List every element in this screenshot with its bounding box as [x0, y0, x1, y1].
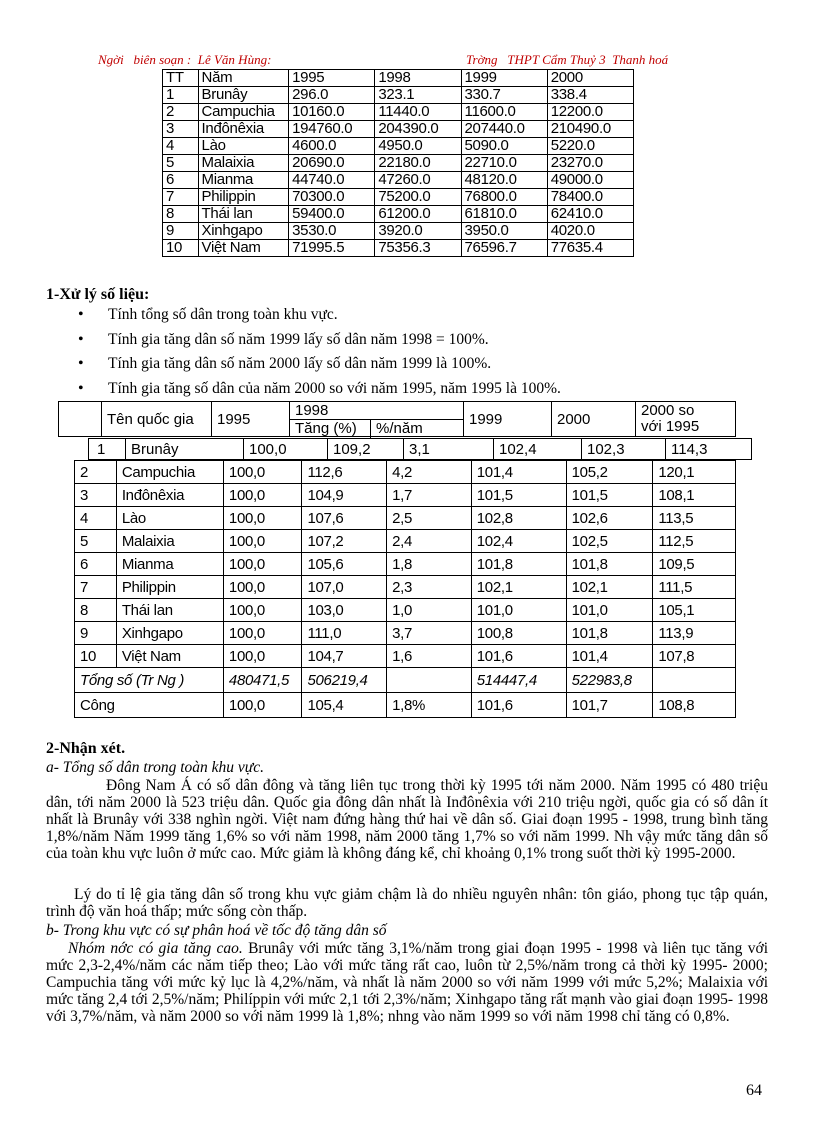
- growth-table: [74, 460, 736, 718]
- table-cell: Malaixia: [116, 530, 223, 553]
- table-cell: Lào: [116, 507, 223, 530]
- table-cell: 102,6: [566, 507, 653, 530]
- table-cell: 4950.0: [375, 138, 461, 155]
- header-1998-per-year: %/năm: [370, 420, 470, 438]
- paragraph-2: Lý do tỉ lệ gia tăng dân số trong khu vực giảm chậm là do nhiều nguyên nhân: tôn giáo, phong tục tập quán, trình độ văn hoá thấp; mức sống còn thấp.: [46, 886, 768, 920]
- header-1995: 1995: [211, 402, 289, 436]
- table-cell: Inđônêxia: [116, 484, 223, 507]
- table-cell: [387, 668, 472, 693]
- table-cell: 48120.0: [461, 172, 547, 189]
- table-cell: 100,0: [223, 553, 302, 576]
- table-cell: Campuchia: [116, 461, 223, 484]
- row-country: Brunây: [125, 439, 243, 459]
- table-row: [163, 87, 634, 104]
- table-cell: 107,0: [302, 576, 387, 599]
- table-cell: 108,1: [653, 484, 736, 507]
- average-row: [75, 693, 736, 718]
- section2-title: 2-Nhận xét.: [46, 740, 126, 757]
- table-cell: 5220.0: [547, 138, 633, 155]
- table-cell: 5: [75, 530, 117, 553]
- table-cell: 61200.0: [375, 206, 461, 223]
- table-cell: 522983,8: [566, 668, 653, 693]
- table-cell: 104,9: [302, 484, 387, 507]
- task-item: • Tính gia tăng số dân của năm 2000 so với năm 1995, năm 1995 là 100%.: [78, 379, 561, 397]
- table-cell: 105,2: [566, 461, 653, 484]
- table-cell: 71995.5: [289, 240, 375, 257]
- table-cell: 113,5: [653, 507, 736, 530]
- table-cell: 506219,4: [302, 668, 387, 693]
- table-cell: 1,8: [387, 553, 472, 576]
- header-2000: 2000: [551, 402, 635, 436]
- header-compare: [635, 402, 737, 436]
- header-1998-label: 1998: [290, 402, 463, 420]
- section1-title: 1-Xử lý số liệu:: [46, 286, 150, 303]
- table-cell: 100,0: [223, 484, 302, 507]
- table-cell: 194760.0: [289, 121, 375, 138]
- table-row: [75, 599, 736, 622]
- table-cell: 9: [75, 622, 117, 645]
- table-cell: 102,1: [566, 576, 653, 599]
- table-cell: 22710.0: [461, 155, 547, 172]
- table-cell: 5: [163, 155, 199, 172]
- table-cell: Việt Nam: [198, 240, 289, 257]
- table-cell: Lào: [198, 138, 289, 155]
- table-cell: 1998: [375, 70, 461, 87]
- table-cell: 7: [163, 189, 199, 206]
- table-row: [75, 484, 736, 507]
- table-cell: 100,0: [223, 645, 302, 668]
- table-cell: 102,1: [471, 576, 566, 599]
- table-cell: 59400.0: [289, 206, 375, 223]
- table-cell: 6: [163, 172, 199, 189]
- table-cell: 20690.0: [289, 155, 375, 172]
- table-cell: 3: [163, 121, 199, 138]
- header-compare-line1: 2000 so: [641, 402, 695, 419]
- paragraph-3-lead: Nhóm nớc có gia tăng cao.: [68, 940, 243, 957]
- table-cell: 11600.0: [461, 104, 547, 121]
- table-cell: Mianma: [198, 172, 289, 189]
- table-cell: 10160.0: [289, 104, 375, 121]
- table-cell: 105,6: [302, 553, 387, 576]
- header-1999: 1999: [463, 402, 551, 436]
- table-cell: 102,5: [566, 530, 653, 553]
- table-cell: 9: [163, 223, 199, 240]
- table-cell: Công: [75, 693, 224, 718]
- table-row: [163, 172, 634, 189]
- table-cell: 4020.0: [547, 223, 633, 240]
- table-cell: 61810.0: [461, 206, 547, 223]
- table-cell: 75356.3: [375, 240, 461, 257]
- table-cell: Mianma: [116, 553, 223, 576]
- table-cell: 100,0: [223, 461, 302, 484]
- table-row: [75, 461, 736, 484]
- table-cell: 1,7: [387, 484, 472, 507]
- table-cell: 8: [163, 206, 199, 223]
- table-row: [75, 622, 736, 645]
- table-row: [75, 530, 736, 553]
- subheading-a: a- Tổng số dân trong toàn khu vực.: [46, 759, 264, 776]
- table-cell: 120,1: [653, 461, 736, 484]
- population-table: [162, 69, 634, 257]
- header-1998: [289, 402, 463, 436]
- table-row: [163, 189, 634, 206]
- table-row: [163, 138, 634, 155]
- table-header-row: [163, 70, 634, 87]
- table-cell: 107,2: [302, 530, 387, 553]
- table-cell: 3: [75, 484, 117, 507]
- table-cell: 2,3: [387, 576, 472, 599]
- table-cell: 100,0: [223, 530, 302, 553]
- table-cell: Tổng số (Tr Ng ): [75, 668, 224, 693]
- table-cell: 2,5: [387, 507, 472, 530]
- table-cell: 111,0: [302, 622, 387, 645]
- table-cell: 101,0: [471, 599, 566, 622]
- table-cell: 210490.0: [547, 121, 633, 138]
- table-cell: 1995: [289, 70, 375, 87]
- paragraph-3: [46, 940, 768, 1025]
- row-1999: 102,4: [493, 439, 581, 459]
- table-row: [163, 121, 634, 138]
- table-cell: Malaixia: [198, 155, 289, 172]
- row-index: 1: [97, 441, 106, 458]
- table-cell: 100,8: [471, 622, 566, 645]
- task-list: [78, 306, 561, 404]
- table-cell: 4,2: [387, 461, 472, 484]
- table-cell: 101,4: [566, 645, 653, 668]
- table-cell: 112,5: [653, 530, 736, 553]
- table-cell: 204390.0: [375, 121, 461, 138]
- table-cell: 3530.0: [289, 223, 375, 240]
- table-cell: 323.1: [375, 87, 461, 104]
- header-school: Trờng THPT Cẩm Thuỷ 3 Thanh hoá: [466, 52, 669, 67]
- table-cell: 107,8: [653, 645, 736, 668]
- table-row: [163, 240, 634, 257]
- header-author: Ngời biên soạn : Lê Văn Hùng:: [98, 52, 272, 67]
- table-cell: 77635.4: [547, 240, 633, 257]
- table-cell: 4: [75, 507, 117, 530]
- task-item: • Tính gia tăng dân số năm 2000 lấy số dân năm 1999 là 100%.: [78, 355, 492, 372]
- table-cell: 49000.0: [547, 172, 633, 189]
- table-cell: 112,6: [302, 461, 387, 484]
- table-cell: 62410.0: [547, 206, 633, 223]
- table-cell: 75200.0: [375, 189, 461, 206]
- table-cell: 5090.0: [461, 138, 547, 155]
- table-cell: 76800.0: [461, 189, 547, 206]
- header-country: Tên quốc gia: [101, 402, 211, 436]
- table-row: [163, 223, 634, 240]
- table-cell: 2: [75, 461, 117, 484]
- table-cell: 100,0: [223, 507, 302, 530]
- table-cell: 101,8: [471, 553, 566, 576]
- table-cell: 22180.0: [375, 155, 461, 172]
- table-cell: 296.0: [289, 87, 375, 104]
- table-cell: 101,6: [471, 693, 566, 718]
- table-cell: Philippin: [198, 189, 289, 206]
- table-cell: 3,7: [387, 622, 472, 645]
- table-cell: 105,1: [653, 599, 736, 622]
- header-compare-line2: với 1995: [641, 418, 700, 435]
- table-cell: 1,0: [387, 599, 472, 622]
- table-cell: 4600.0: [289, 138, 375, 155]
- table-cell: Thái lan: [116, 599, 223, 622]
- table-cell: Xinhgapo: [198, 223, 289, 240]
- table-cell: 8: [75, 599, 117, 622]
- table-cell: 100,0: [223, 576, 302, 599]
- table-cell: 2: [163, 104, 199, 121]
- table-cell: 102,4: [471, 530, 566, 553]
- paragraph-1: Đông Nam Á có số dân đông và tăng liên tục trong thời kỳ 1995 tới năm 2000. Năm 1995 có 480 triệu dân, tới năm 2000 là 523 triệu dân. Quốc gia đông dân nhất là Inđônêxia với 210 triệu ngời, quốc gia có số dân ít nhất là Brunây với 338 nghìn ngời. Việt nam đứng hàng thứ hai về dân số. Giai đoạn 1995 - 1998, trung bình tăng 1,8%/năm Năm 1999 tăng 1,6% so với năm 1998, năm 2000 tăng 1,7% so với năm 1999. Nh vậy mức tăng dân số của toàn khu vực luôn ở mức cao. Mức giảm là không đáng kể, chỉ khoảng 0,1% trong suốt thời kỳ 1995-2000.: [46, 777, 768, 862]
- table-cell: 1,6: [387, 645, 472, 668]
- table-row: [163, 104, 634, 121]
- table-row: [163, 206, 634, 223]
- table-cell: 101,5: [471, 484, 566, 507]
- header-1998-pct: Tăng (%): [295, 420, 357, 437]
- table-cell: 6: [75, 553, 117, 576]
- task-item: • Tính gia tăng dân số năm 1999 lấy số dân năm 1998 = 100%.: [78, 330, 489, 348]
- table-cell: 338.4: [547, 87, 633, 104]
- page-number: 64: [746, 1082, 762, 1099]
- table-row: [75, 553, 736, 576]
- row-2000: 102,3: [581, 439, 665, 459]
- table-cell: 105,4: [302, 693, 387, 718]
- table-cell: 11440.0: [375, 104, 461, 121]
- table-cell: 101,0: [566, 599, 653, 622]
- table-cell: 103,0: [302, 599, 387, 622]
- task-item: • Tính tổng số dân trong toàn khu vực.: [78, 306, 338, 323]
- row-1995: 100,0: [243, 439, 327, 459]
- table-cell: 10: [163, 240, 199, 257]
- table-cell: 7: [75, 576, 117, 599]
- table-cell: 107,6: [302, 507, 387, 530]
- table-row: [163, 155, 634, 172]
- table-cell: 1: [163, 87, 199, 104]
- table-cell: 3950.0: [461, 223, 547, 240]
- table-cell: 104,7: [302, 645, 387, 668]
- table-cell: Brunây: [198, 87, 289, 104]
- table-cell: [653, 668, 736, 693]
- table-cell: 102,8: [471, 507, 566, 530]
- table-cell: Năm: [198, 70, 289, 87]
- table-cell: 100,0: [223, 599, 302, 622]
- row-compare: 114,3: [665, 439, 753, 459]
- table-cell: 207440.0: [461, 121, 547, 138]
- row-pct-year: 3,1: [403, 439, 493, 459]
- table-cell: 78400.0: [547, 189, 633, 206]
- table-cell: 4: [163, 138, 199, 155]
- subheading-b: b- Trong khu vực có sự phân hoá về tốc độ tăng dân số: [46, 922, 387, 939]
- table-cell: 100,0: [223, 693, 302, 718]
- table-cell: 12200.0: [547, 104, 633, 121]
- table-cell: 514447,4: [471, 668, 566, 693]
- table-cell: 101,4: [471, 461, 566, 484]
- table-cell: 109,5: [653, 553, 736, 576]
- table-cell: 113,9: [653, 622, 736, 645]
- table-cell: 330.7: [461, 87, 547, 104]
- table-cell: 44740.0: [289, 172, 375, 189]
- table-cell: 480471,5: [223, 668, 302, 693]
- table-row: [88, 438, 752, 460]
- table-cell: 47260.0: [375, 172, 461, 189]
- table-cell: Xinhgapo: [116, 622, 223, 645]
- row-1998: 109,2: [327, 439, 403, 459]
- table-cell: 1,8%: [387, 693, 472, 718]
- total-row: [75, 668, 736, 693]
- table-cell: 10: [75, 645, 117, 668]
- table-cell: Campuchia: [198, 104, 289, 121]
- table-cell: 1999: [461, 70, 547, 87]
- table-cell: 2000: [547, 70, 633, 87]
- table-cell: 101,5: [566, 484, 653, 507]
- table-cell: Việt Nam: [116, 645, 223, 668]
- table-cell: Thái lan: [198, 206, 289, 223]
- table-cell: 23270.0: [547, 155, 633, 172]
- table-cell: 101,8: [566, 553, 653, 576]
- paragraph-3-body: Brunây với mức tăng 3,1%/năm trong giai đoạn 1995 - 1998 và liên tục tăng với mức 2,3-2,4%/năm các năm tiếp theo; Lào với mức tăng rất cao, luôn từ 2,5%/năm trong cả thời kỳ 1995- 2000; Campuchia tăng với mức kỷ lục là 4,2%/năm, và nhất là năm 2000 so với năm 1999 với mức 5,2%; Malaixia với mức tăng 2,4 tới 2,5%/năm; Philíppin với mức 2,1 tới 2,3%/năm; Xinhgapo tăng rất mạnh vào giai đoạn 1995- 1998 với 3,7%/năm, và năm 2000 so với năm 1999 là 1,8%; nhng vào năm 1999 so với năm 1998 chỉ tăng có 0,8%.: [46, 940, 768, 1025]
- table-cell: 101,8: [566, 622, 653, 645]
- table-cell: 108,8: [653, 693, 736, 718]
- table-cell: Inđônêxia: [198, 121, 289, 138]
- table-cell: 70300.0: [289, 189, 375, 206]
- table-cell: 101,7: [566, 693, 653, 718]
- table-cell: 76596.7: [461, 240, 547, 257]
- table-cell: 111,5: [653, 576, 736, 599]
- table-cell: 100,0: [223, 622, 302, 645]
- table-row: [75, 576, 736, 599]
- table-cell: 101,6: [471, 645, 566, 668]
- table-cell: 2,4: [387, 530, 472, 553]
- table-cell: TT: [163, 70, 199, 87]
- table-cell: Philippin: [116, 576, 223, 599]
- growth-table-header: [58, 401, 736, 437]
- table-row: [75, 507, 736, 530]
- table-cell: 3920.0: [375, 223, 461, 240]
- table-row: [75, 645, 736, 668]
